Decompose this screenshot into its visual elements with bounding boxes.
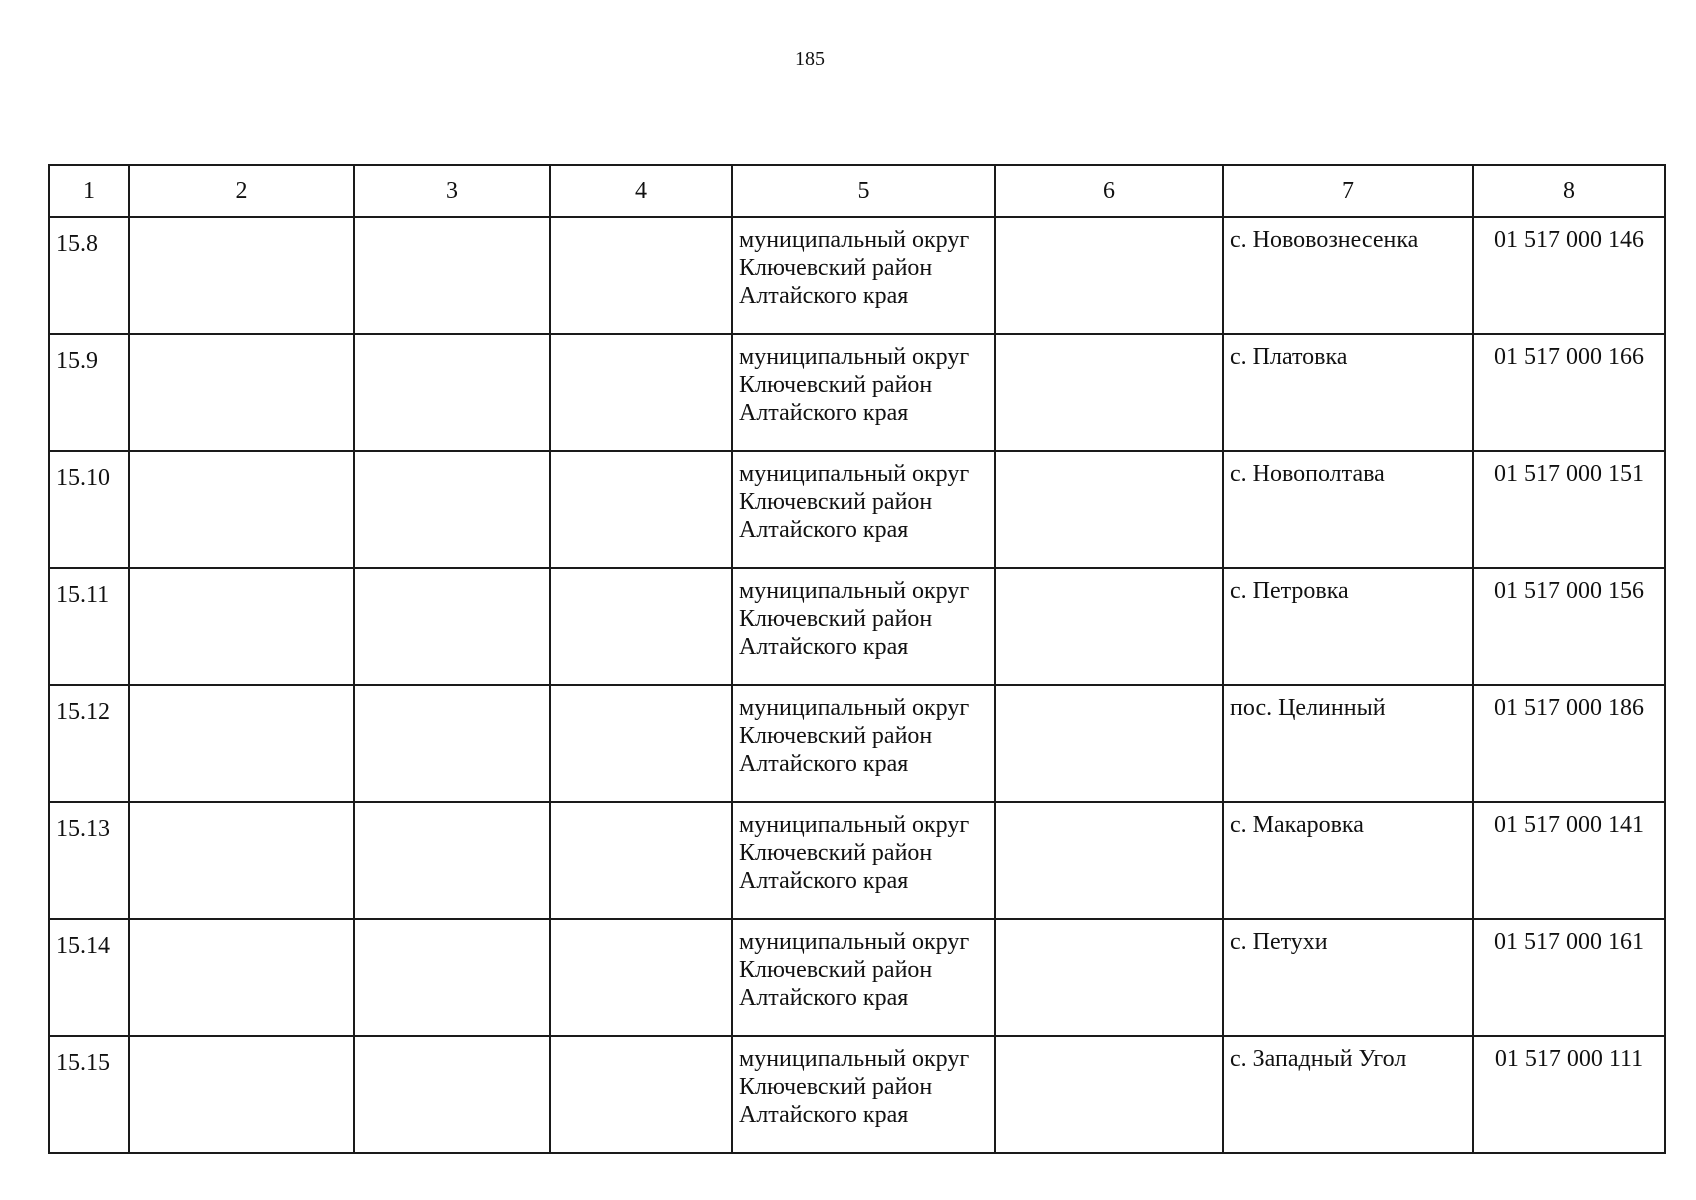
table-row [49, 1036, 1665, 1153]
settlement-cell: с. Петухи [1223, 919, 1473, 1036]
empty-cell [129, 451, 354, 568]
settlement-cell: с. Западный Угол [1223, 1036, 1473, 1153]
empty-cell [129, 1036, 354, 1153]
municipality-line: Алтайского края [739, 1102, 909, 1128]
municipality-line: Алтайского края [739, 283, 909, 309]
empty-cell [995, 334, 1223, 451]
column-header: 1 [49, 165, 129, 217]
settlement-cell: с. Макаровка [1223, 802, 1473, 919]
municipality-cell [732, 1036, 995, 1153]
column-header: 6 [995, 165, 1223, 217]
municipality-line: муниципальный округ [739, 929, 970, 955]
municipality-line: Алтайского края [739, 400, 909, 426]
settlement-cell: с. Новополтава [1223, 451, 1473, 568]
empty-cell [354, 685, 550, 802]
column-header: 2 [129, 165, 354, 217]
municipality-cell [732, 685, 995, 802]
code-cell: 01 517 000 141 [1473, 802, 1665, 919]
code-cell: 01 517 000 156 [1473, 568, 1665, 685]
row-number-cell: 15.9 [49, 334, 129, 451]
municipality-line: Ключевский район [739, 606, 933, 632]
municipality-line: Ключевский район [739, 255, 933, 281]
header-row [49, 165, 1665, 217]
empty-cell [550, 568, 732, 685]
table-row [49, 334, 1665, 451]
code-cell: 01 517 000 166 [1473, 334, 1665, 451]
municipality-cell [732, 802, 995, 919]
empty-cell [129, 685, 354, 802]
empty-cell [129, 802, 354, 919]
municipality-line: муниципальный округ [739, 695, 970, 721]
column-header: 5 [732, 165, 995, 217]
table-row [49, 568, 1665, 685]
municipality-line: Алтайского края [739, 634, 909, 660]
settlement-cell: с. Петровка [1223, 568, 1473, 685]
settlement-cell: с. Платовка [1223, 334, 1473, 451]
row-number-cell: 15.11 [49, 568, 129, 685]
column-header: 7 [1223, 165, 1473, 217]
empty-cell [995, 802, 1223, 919]
settlements-table [48, 164, 1666, 1154]
empty-cell [995, 1036, 1223, 1153]
page-number: 185 [795, 48, 825, 70]
empty-cell [550, 217, 732, 334]
empty-cell [129, 217, 354, 334]
code-cell: 01 517 000 146 [1473, 217, 1665, 334]
municipality-line: Ключевский район [739, 489, 933, 515]
empty-cell [129, 334, 354, 451]
table-row [49, 451, 1665, 568]
row-number-cell: 15.15 [49, 1036, 129, 1153]
empty-cell [995, 217, 1223, 334]
empty-cell [354, 802, 550, 919]
municipality-line: Ключевский район [739, 840, 933, 866]
municipality-cell [732, 568, 995, 685]
table-body [49, 217, 1665, 1153]
municipality-line: муниципальный округ [739, 227, 970, 253]
column-header: 8 [1473, 165, 1665, 217]
empty-cell [550, 919, 732, 1036]
empty-cell [550, 1036, 732, 1153]
empty-cell [995, 568, 1223, 685]
row-number-cell: 15.12 [49, 685, 129, 802]
empty-cell [129, 919, 354, 1036]
settlement-cell: пос. Целинный [1223, 685, 1473, 802]
row-number-cell: 15.10 [49, 451, 129, 568]
empty-cell [995, 919, 1223, 1036]
empty-cell [354, 217, 550, 334]
municipality-line: муниципальный округ [739, 578, 970, 604]
row-number-cell: 15.8 [49, 217, 129, 334]
table-row [49, 685, 1665, 802]
municipality-line: Алтайского края [739, 517, 909, 543]
municipality-line: Алтайского края [739, 985, 909, 1011]
table-header [49, 165, 1665, 217]
empty-cell [995, 451, 1223, 568]
empty-cell [354, 1036, 550, 1153]
empty-cell [995, 685, 1223, 802]
table-row [49, 802, 1665, 919]
municipality-line: Ключевский район [739, 1074, 933, 1100]
empty-cell [354, 334, 550, 451]
empty-cell [550, 334, 732, 451]
settlement-cell: с. Нововознесенка [1223, 217, 1473, 334]
table-row [49, 217, 1665, 334]
municipality-cell [732, 217, 995, 334]
municipality-line: Ключевский район [739, 723, 933, 749]
column-header: 4 [550, 165, 732, 217]
row-number-cell: 15.13 [49, 802, 129, 919]
municipality-line: Алтайского края [739, 751, 909, 777]
code-cell: 01 517 000 111 [1473, 1036, 1665, 1153]
empty-cell [550, 451, 732, 568]
municipality-line: муниципальный округ [739, 461, 970, 487]
empty-cell [550, 685, 732, 802]
municipality-line: муниципальный округ [739, 344, 970, 370]
municipality-cell [732, 451, 995, 568]
table-row [49, 919, 1665, 1036]
municipality-line: Ключевский район [739, 372, 933, 398]
code-cell: 01 517 000 161 [1473, 919, 1665, 1036]
empty-cell [129, 568, 354, 685]
municipality-cell [732, 334, 995, 451]
municipality-line: муниципальный округ [739, 812, 970, 838]
municipality-line: Алтайского края [739, 868, 909, 894]
municipality-line: Ключевский район [739, 957, 933, 983]
code-cell: 01 517 000 186 [1473, 685, 1665, 802]
row-number-cell: 15.14 [49, 919, 129, 1036]
code-cell: 01 517 000 151 [1473, 451, 1665, 568]
empty-cell [550, 802, 732, 919]
municipality-line: муниципальный округ [739, 1046, 970, 1072]
empty-cell [354, 451, 550, 568]
empty-cell [354, 568, 550, 685]
column-header: 3 [354, 165, 550, 217]
municipality-cell [732, 919, 995, 1036]
empty-cell [354, 919, 550, 1036]
